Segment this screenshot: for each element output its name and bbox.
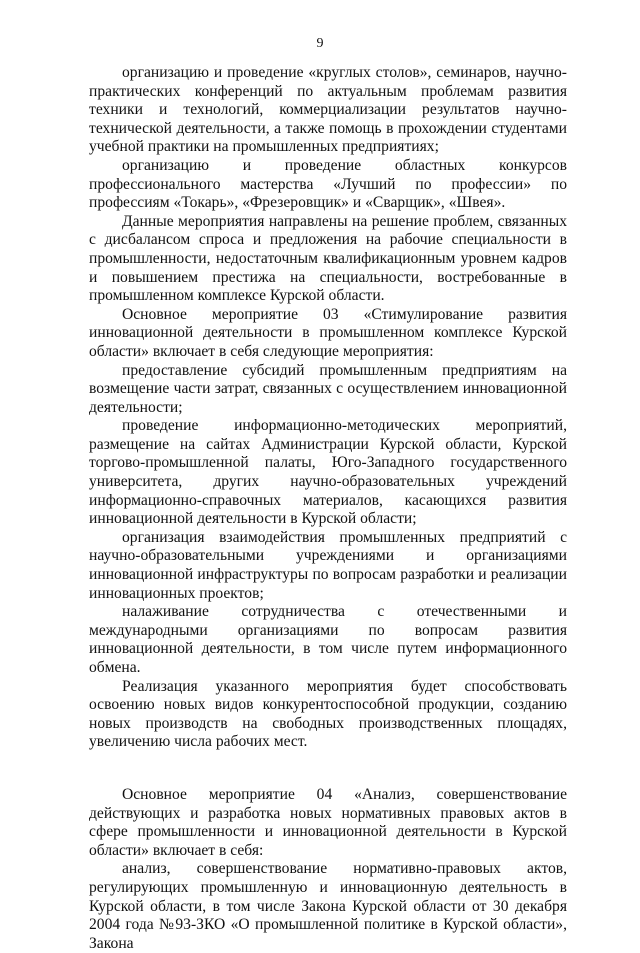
paragraph: Данные мероприятия направлены на решение проблем, связанных с дисбалансом спроса и предложения на рабочие специальности в промышленности, недостаточным квалификационным уровнем кадров и повышением престижа на специальности, востребованные в промышленном комплексе Курской области. — [89, 212, 567, 305]
paragraph: налаживание сотрудничества с отечественными и международными организациями по вопросам развития инновационной деятельности, в том числе путем информационного обмена. — [89, 603, 567, 676]
paragraph: организацию и проведение «круглых столов», семинаров, научно-практических конференций по актуальным проблемам развития техники и технологий, коммерциализации результатов научно-технической деятельности, а также помощь в прохождении студентами учебной практики на промышленных предприятиях; — [89, 64, 567, 156]
paragraph: Основное мероприятие 03 «Стимулирование развития инновационной деятельности в промышленном комплексе Курской области» включает в себя следующие мероприятия: — [89, 305, 567, 360]
document-body — [89, 64, 567, 953]
page-number: 9 — [316, 36, 324, 51]
section-gap — [89, 752, 567, 786]
paragraph: организацию и проведение областных конкурсов профессионального мастерства «Лучший по профессии» по профессиям «Токарь», «Фрезеровщик» и «Сварщик», «Швея». — [89, 156, 567, 212]
paragraph: организация взаимодействия промышленных предприятий с научно-образовательными учреждениями и организациями инновационной инфраструктуры по вопросам разработки и реализации инновационных проектов; — [89, 528, 567, 602]
paragraph: предоставление субсидий промышленным предприятиям на возмещение части затрат, связанных с осуществлением инновационной деятельности; — [89, 361, 567, 416]
paragraph: проведение информационно-методических мероприятий, размещение на сайтах Администрации Курской области, Курской торгово-промышленной палаты, Юго-Западного государственного университета, других научно-образовательных учреждений информационно-справочных материалов, касающихся развития инновационной деятельности в Курской области; — [89, 417, 567, 528]
paragraph: Реализация указанного мероприятия будет способствовать освоению новых видов конкурентоспособной продукции, созданию новых производств на свободных производственных площадях, увеличению числа рабочих мест. — [89, 677, 567, 751]
paragraph: анализ, совершенствование нормативно-правовых актов, регулирующих промышленную и инновационную деятельность в Курской области, в том числе Закона Курской области от 30 декабря 2004 года №93-ЗКО «О промышленной политике в Курской области», Закона — [89, 860, 567, 952]
paragraph: Основное мероприятие 04 «Анализ, совершенствование действующих и разработка новых нормативных правовых актов в сфере промышленности и инновационной деятельности в Курской области» включает в себя: — [89, 785, 567, 859]
